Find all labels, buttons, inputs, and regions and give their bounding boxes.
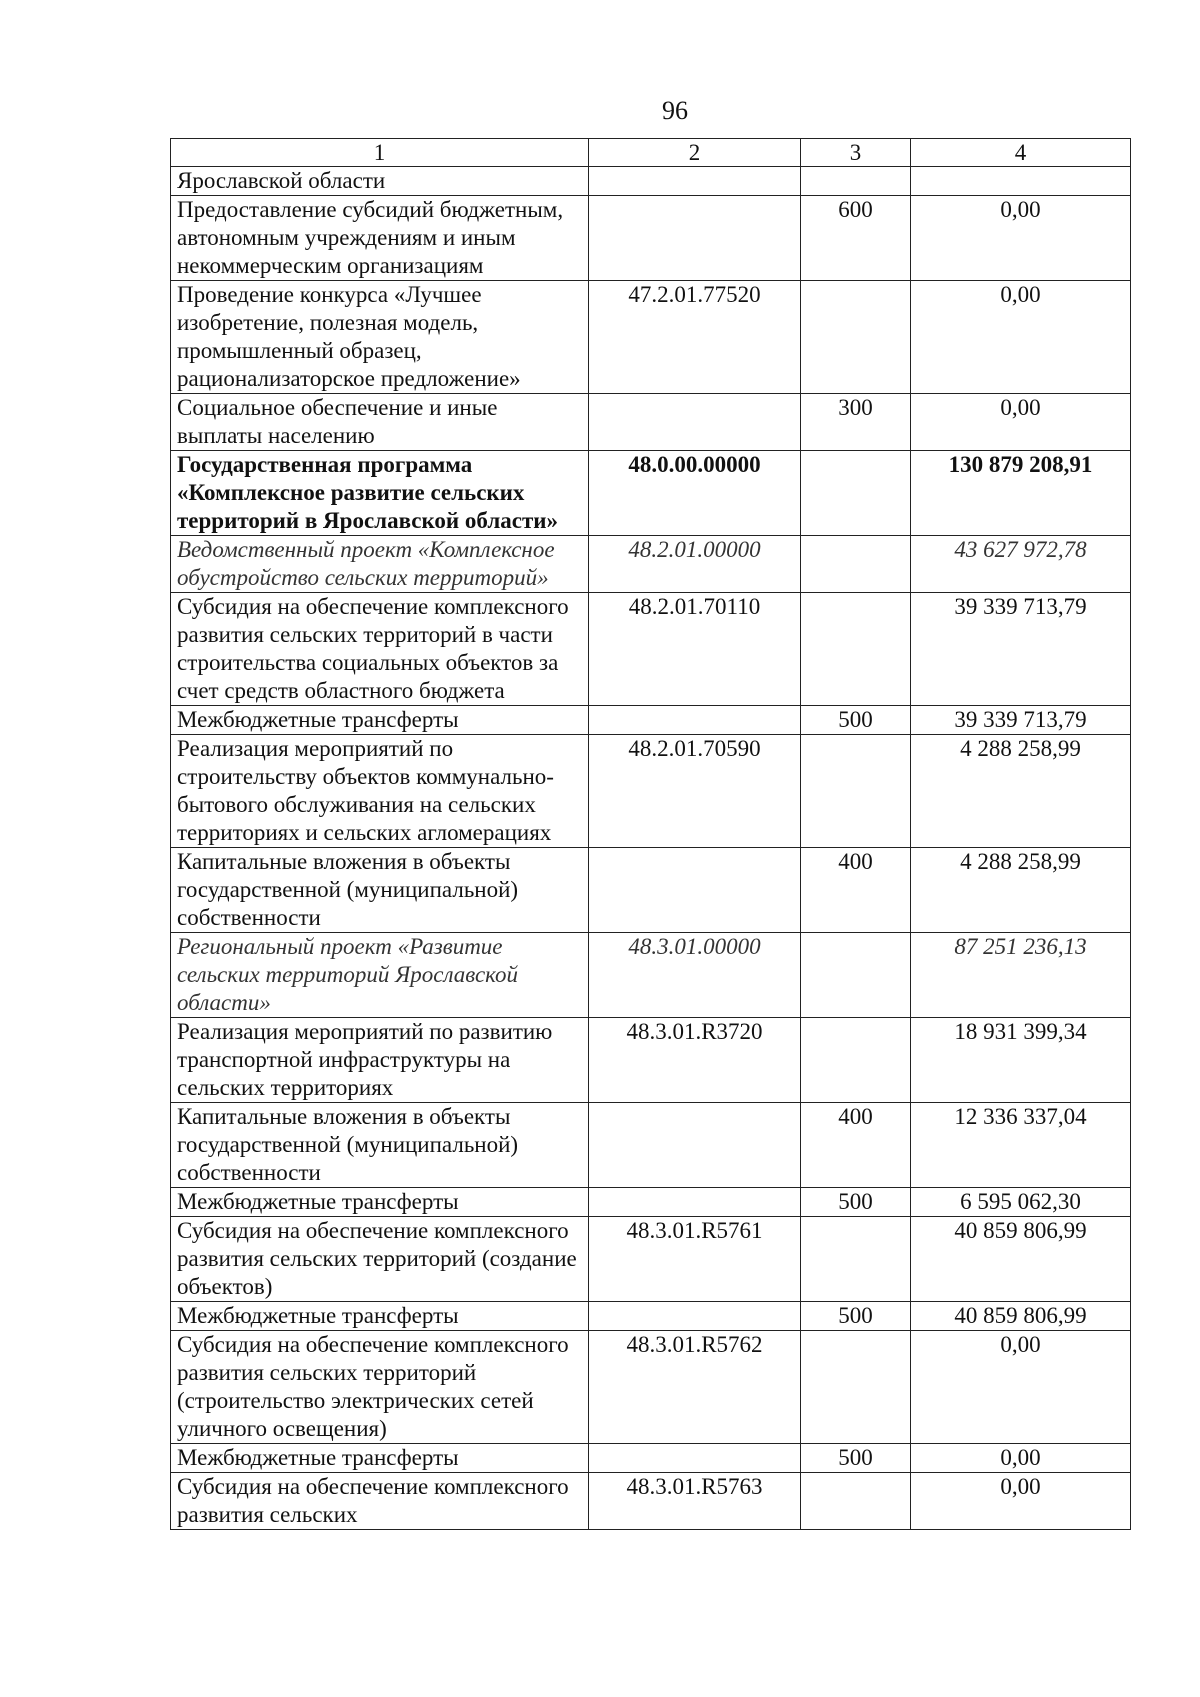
row-name-cell: Региональный проект «Развитие сельских территорий Ярославской области» [171,933,589,1018]
row-name-cell: Субсидия на обеспечение комплексного развития сельских территорий в части строительства социальных объектов за счет средств областного бюджета [171,593,589,706]
row-code-cell [589,1302,801,1331]
row-type-cell [801,735,911,848]
row-type-cell [801,1473,911,1530]
row-name-cell: Предоставление субсидий бюджетным, автономным учреждениям и иным некоммерческим организациям [171,196,589,281]
row-name-cell: Государственная программа «Комплексное развитие сельских территорий в Ярославской области» [171,451,589,536]
row-code-cell [589,394,801,451]
row-type-cell: 300 [801,394,911,451]
row-amount-cell: 0,00 [911,1331,1131,1444]
row-code-cell: 48.2.01.70590 [589,735,801,848]
header-cell-4: 4 [911,139,1131,167]
row-code-cell: 47.2.01.77520 [589,281,801,394]
budget-table [170,138,1131,1530]
table-row [171,1331,1131,1444]
row-code-cell: 48.3.01.R3720 [589,1018,801,1103]
row-name-cell: Межбюджетные трансферты [171,1188,589,1217]
row-amount-cell: 4 288 258,99 [911,735,1131,848]
row-type-cell [801,167,911,196]
table-row [171,1302,1131,1331]
row-code-cell [589,1188,801,1217]
row-code-cell [589,1103,801,1188]
table-row [171,196,1131,281]
row-code-cell: 48.3.01.R5761 [589,1217,801,1302]
header-cell-1: 1 [171,139,589,167]
table-header-row [171,139,1131,167]
row-amount-cell: 0,00 [911,1444,1131,1473]
row-type-cell [801,1331,911,1444]
row-type-cell [801,536,911,593]
row-code-cell: 48.3.01.00000 [589,933,801,1018]
row-name-cell: Социальное обеспечение и иные выплаты населению [171,394,589,451]
row-type-cell [801,281,911,394]
row-type-cell: 400 [801,848,911,933]
row-type-cell: 500 [801,1444,911,1473]
row-name-cell: Субсидия на обеспечение комплексного развития сельских [171,1473,589,1530]
row-name-cell: Межбюджетные трансферты [171,706,589,735]
row-amount-cell: 0,00 [911,1473,1131,1530]
row-code-cell: 48.2.01.00000 [589,536,801,593]
table-row [171,1444,1131,1473]
header-cell-2: 2 [589,139,801,167]
row-amount-cell: 39 339 713,79 [911,593,1131,706]
table-row [171,536,1131,593]
table-row [171,848,1131,933]
row-code-cell: 48.3.01.R5762 [589,1331,801,1444]
row-name-cell: Реализация мероприятий по развитию транспортной инфраструктуры на сельских территориях [171,1018,589,1103]
row-name-cell: Реализация мероприятий по строительству объектов коммунально-бытового обслуживания на сельских территориях и сельских агломерациях [171,735,589,848]
row-name-cell: Капитальные вложения в объекты государственной (муниципальной) собственности [171,848,589,933]
table-row [171,167,1131,196]
row-amount-cell: 18 931 399,34 [911,1018,1131,1103]
row-code-cell: 48.2.01.70110 [589,593,801,706]
row-type-cell [801,933,911,1018]
row-amount-cell: 87 251 236,13 [911,933,1131,1018]
row-type-cell: 500 [801,1188,911,1217]
row-type-cell [801,1217,911,1302]
row-name-cell: Субсидия на обеспечение комплексного развития сельских территорий (строительство электрических сетей уличного освещения) [171,1331,589,1444]
row-name-cell: Межбюджетные трансферты [171,1302,589,1331]
page-number: 96 [662,96,688,125]
row-code-cell: 48.0.00.00000 [589,451,801,536]
row-amount-cell: 40 859 806,99 [911,1302,1131,1331]
table-row [171,1103,1131,1188]
row-name-cell: Субсидия на обеспечение комплексного развития сельских территорий (создание объектов) [171,1217,589,1302]
row-type-cell: 600 [801,196,911,281]
table-body [171,139,1131,1530]
row-amount-cell: 12 336 337,04 [911,1103,1131,1188]
row-type-cell: 500 [801,706,911,735]
header-cell-3: 3 [801,139,911,167]
row-code-cell [589,848,801,933]
row-type-cell [801,1018,911,1103]
row-amount-cell: 0,00 [911,196,1131,281]
row-code-cell [589,196,801,281]
table-row [171,394,1131,451]
row-name-cell: Проведение конкурса «Лучшее изобретение, полезная модель, промышленный образец, рационализаторское предложение» [171,281,589,394]
row-type-cell: 400 [801,1103,911,1188]
row-code-cell: 48.3.01.R5763 [589,1473,801,1530]
row-code-cell [589,1444,801,1473]
row-code-cell [589,167,801,196]
row-amount-cell: 6 595 062,30 [911,1188,1131,1217]
row-amount-cell: 0,00 [911,281,1131,394]
table-row [171,1018,1131,1103]
row-name-cell: Ярославской области [171,167,589,196]
row-amount-cell: 43 627 972,78 [911,536,1131,593]
table-row [171,735,1131,848]
table-row [171,1188,1131,1217]
table-row [171,1217,1131,1302]
row-name-cell: Межбюджетные трансферты [171,1444,589,1473]
row-type-cell [801,451,911,536]
row-amount-cell: 4 288 258,99 [911,848,1131,933]
row-name-cell: Ведомственный проект «Комплексное обустройство сельских территорий» [171,536,589,593]
table-row [171,593,1131,706]
table-row [171,281,1131,394]
table-row [171,1473,1131,1530]
row-name-cell: Капитальные вложения в объекты государственной (муниципальной) собственности [171,1103,589,1188]
table-row [171,706,1131,735]
table-row [171,933,1131,1018]
row-amount-cell: 39 339 713,79 [911,706,1131,735]
row-amount-cell: 0,00 [911,394,1131,451]
row-type-cell [801,593,911,706]
row-code-cell [589,706,801,735]
row-amount-cell: 40 859 806,99 [911,1217,1131,1302]
row-amount-cell: 130 879 208,91 [911,451,1131,536]
row-type-cell: 500 [801,1302,911,1331]
table-row [171,451,1131,536]
row-amount-cell [911,167,1131,196]
